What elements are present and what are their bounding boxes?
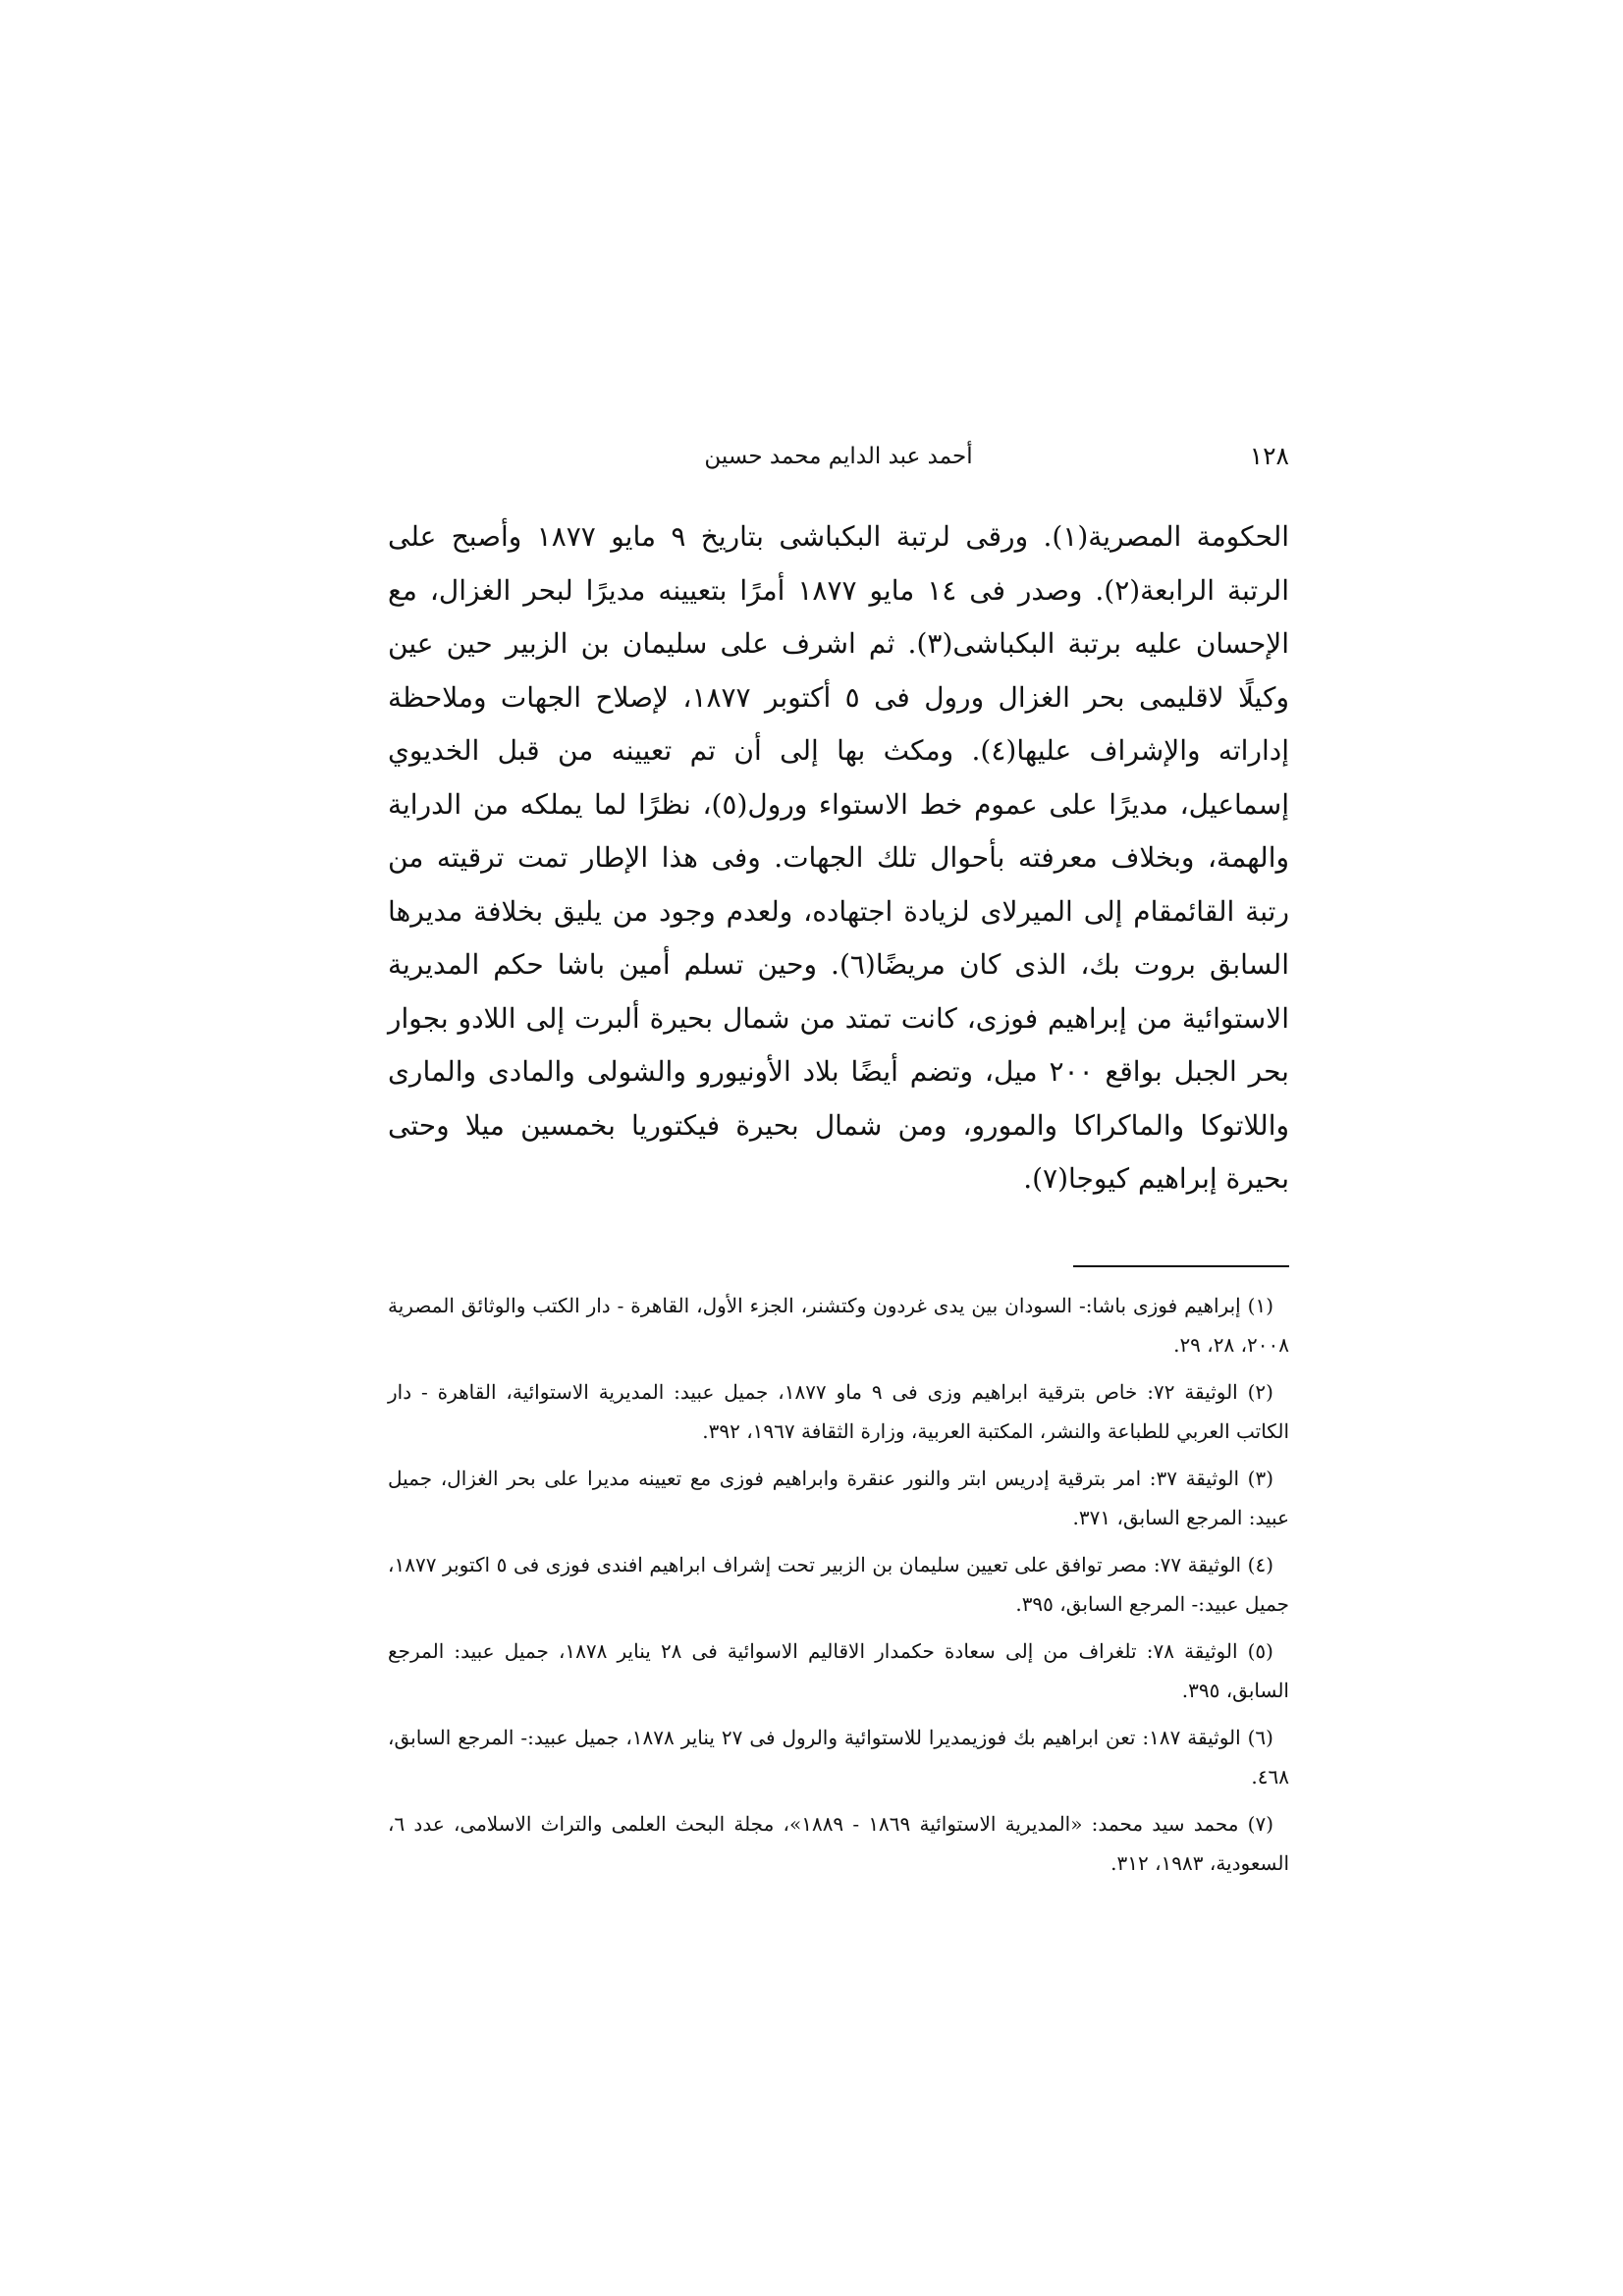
page-header [388,437,1289,476]
footnote-7: (٧) محمد سيد محمد: «المديرية الاستوائية ١٨٦٩ - ١٨٨٩»، مجلة البحث العلمى والتراث الاسلامى، عدد ٦، السعودية، ١٩٨٣، ٣١٢. [388,1812,1289,1875]
page-number: ١٢٨ [1249,442,1289,470]
footnote-3: (٣) الوثيقة ٣٧: امر بترقية إدريس ابتر والنور عنقرة وابراهيم فوزى مع تعيينه مديرا على بحر الغزال، جميل عبيد: المرجع السابق، ٣٧١. [388,1467,1289,1529]
footnote-6: (٦) الوثيقة ١٨٧: تعن ابراهيم بك فوزيمديرا للاستوائية والرول فى ٢٧ يناير ١٨٧٨، جميل عبيد:- المرجع السابق، ٤٦٨. [388,1726,1289,1789]
body-paragraph: الحكومة المصرية(١). ورقى لرتبة البكباشى بتاريخ ٩ مايو ١٨٧٧ وأصبح على الرتبة الرابعة(٢). وصدر فى ١٤ مايو ١٨٧٧ أمرًا بتعيينه مديرًا لبحر الغزال، مع الإحسان عليه برتبة البكباشى(٣). ثم اشرف على سليمان بن الزبير حين عين وكيلًا لاقليمى بحر الغزال ورول فى ٥ أكتوبر ١٨٧٧، لإصلاح الجهات وملاحظة إداراته والإشراف عليها(٤). ومكث بها إلى أن تم تعيينه من قبل الخديوي إسماعيل، مديرًا على عموم خط الاستواء ورول(٥)، نظرًا لما يملكه من الدراية والهمة، وبخلاف معرفته بأحوال تلك الجهات. وفى هذا الإطار تمت ترقيته من رتبة القائمقام إلى الميرلاى لزيادة اجتهاده، ولعدم وجود من يليق بخلافة مديرها السابق بروت بك، الذى كان مريضًا(٦). وحين تسلم أمين باشا حكم المديرية الاستوائية من إبراهيم فوزى، كانت تمتد من شمال بحيرة ألبرت إلى اللادو بجوار بحر الجبل بواقع ٢٠٠ ميل، وتضم أيضًا بلاد الأونيورو والشولى والمادى والمارى واللاتوكا والماكراكا والمورو، ومن شمال بحيرة فيكتوريا بخمسين ميلا وحتى بحيرة إبراهيم كيوجا(٧). [388,520,1290,1195]
running-head-author: أحمد عبد الدايم محمد حسين [704,444,973,469]
footnote-1: (١) إبراهيم فوزى باشا:- السودان بين يدى غردون وكتشنر، الجزء الأول، القاهرة - دار الكتب والوثائق المصرية ٢٠٠٨، ٢٨، ٢٩. [388,1294,1289,1357]
footnote-2: (٢) الوثيقة ٧٢: خاص بترقية ابراهيم وزى فى ٩ ماو ١٨٧٧، جميل عبيد: المديرية الاستوائية، القاهرة - دار الكاتب العربي للطباعة والنشر، المكتبة العربية، وزارة الثقافة ١٩٦٧، ٣٩٢. [388,1380,1289,1443]
footnotes-list [388,1286,1289,1891]
footnote-4: (٤) الوثيقة ٧٧: مصر توافق على تعيين سليمان بن الزبير تحت إشراف ابراهيم افندى فوزى فى ٥ اكتوبر ١٨٧٧، جميل عبيد:- المرجع السابق، ٣٩٥. [388,1553,1289,1616]
footnote-5: (٥) الوثيقة ٧٨: تلغراف من إلى سعادة حكمدار الاقاليم الاسوائية فى ٢٨ يناير ١٨٧٨، جميل عبيد: المرجع السابق، ٣٩٥. [388,1639,1289,1702]
footnote-separator [1073,1265,1289,1267]
